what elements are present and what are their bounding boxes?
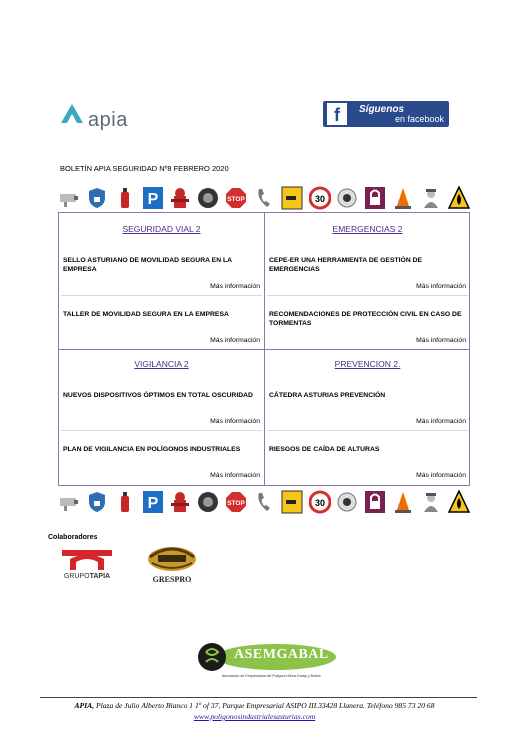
footer-address-text: Plaza de Julio Alberto Blanco 1 1º of 37, Parque Empresarial ASIPO III.33428 Llanera. Teléfono 985 73 20 68 bbox=[94, 701, 435, 710]
phone-handset-icon bbox=[253, 186, 275, 210]
item-separator bbox=[61, 295, 262, 296]
stop-sign-icon bbox=[225, 186, 247, 210]
more-info-link[interactable]: Más información bbox=[416, 418, 466, 425]
fire-hydrant-icon bbox=[169, 186, 191, 210]
section-vigilancia bbox=[59, 350, 264, 486]
more-info-link[interactable]: Más información bbox=[210, 337, 260, 344]
stop-sign-icon bbox=[225, 490, 247, 514]
fire-extinguisher-icon bbox=[114, 186, 136, 210]
news-grid bbox=[58, 212, 470, 486]
item-separator bbox=[61, 430, 262, 431]
fire-hydrant-icon bbox=[169, 490, 191, 514]
facebook-follow-button[interactable] bbox=[323, 101, 449, 127]
parking-sign-icon bbox=[142, 490, 164, 514]
news-item-title: CÁTEDRA ASTURIAS PREVENCIÓN bbox=[269, 392, 386, 399]
bulletin-title: BOLETÍN APIA SEGURIDAD Nº8 FEBRERO 2020 bbox=[60, 164, 229, 173]
more-info-link[interactable]: Más información bbox=[210, 472, 260, 479]
more-info-link[interactable]: Más información bbox=[416, 472, 466, 479]
security-camera-icon bbox=[336, 186, 358, 210]
parking-sign-icon bbox=[142, 186, 164, 210]
grespro-emblem-icon bbox=[144, 543, 200, 575]
news-item-title: RECOMENDACIONES DE PROTECCIÓN CIVIL EN CASO DE TORMENTAS bbox=[269, 311, 462, 327]
section-title-link[interactable]: SEGURIDAD VIAL 2 bbox=[122, 224, 201, 234]
facebook-line2: en facebook bbox=[395, 114, 445, 124]
svg-text:STOP: STOP bbox=[227, 500, 245, 507]
svg-text:STOP: STOP bbox=[227, 196, 245, 203]
grupo-tapia-logo[interactable] bbox=[58, 546, 116, 584]
camera-lens-icon bbox=[197, 490, 219, 514]
more-info-link[interactable]: Más información bbox=[210, 418, 260, 425]
camera-lens-icon bbox=[197, 186, 219, 210]
facebook-line1: Síguenos bbox=[359, 104, 405, 115]
svg-text:P: P bbox=[147, 495, 158, 512]
padlock-icon bbox=[364, 186, 386, 210]
cctv-zone-sign-icon bbox=[281, 186, 303, 210]
cctv-camera-icon bbox=[58, 186, 80, 210]
cctv-camera-icon bbox=[58, 490, 80, 514]
section-emergencias bbox=[265, 213, 470, 349]
footer-website-link[interactable]: www.poligonosindustrialesasturias.com bbox=[193, 712, 316, 721]
traffic-cone-icon bbox=[392, 186, 414, 210]
facebook-icon: f bbox=[327, 103, 347, 125]
asemgabal-subtitle: Asociación de Empresarios del Polígono Mora-Garay y Bobes bbox=[222, 674, 321, 678]
news-item-title: NUEVOS DISPOSITIVOS ÓPTIMOS EN TOTAL OSCURIDAD bbox=[63, 392, 253, 399]
phone-handset-icon bbox=[253, 490, 275, 514]
item-separator bbox=[267, 430, 468, 431]
news-item-title: PLAN DE VIGILANCIA EN POLÍGONOS INDUSTRIALES bbox=[63, 446, 241, 453]
news-item-title: CEPE-ER UNA HERRAMIENTA DE GESTIÓN DE EMERGENCIAS bbox=[269, 257, 423, 273]
tapia-name: TAPIA bbox=[89, 573, 111, 580]
more-info-link[interactable]: Más información bbox=[416, 283, 466, 290]
news-item-title: RIESGOS DE CAÍDA DE ALTURAS bbox=[269, 446, 380, 453]
grespro-wordmark: GRESPRO bbox=[152, 575, 192, 584]
svg-text:30: 30 bbox=[314, 194, 325, 204]
section-seguridad-vial bbox=[59, 213, 264, 349]
more-info-link[interactable]: Más información bbox=[416, 337, 466, 344]
footer-address bbox=[0, 701, 509, 710]
apia-wordmark: apia bbox=[88, 109, 128, 131]
section-title-link[interactable]: PREVENCION 2. bbox=[334, 359, 401, 369]
asemgabal-logo[interactable] bbox=[196, 640, 338, 682]
section-title-link[interactable]: EMERGENCIAS 2 bbox=[332, 224, 403, 234]
fire-warning-sign-icon bbox=[448, 186, 470, 210]
shield-lock-icon bbox=[86, 490, 108, 514]
security-camera-icon bbox=[336, 490, 358, 514]
section-title-link[interactable]: VIGILANCIA 2 bbox=[134, 359, 189, 369]
tapia-arch-icon bbox=[58, 546, 116, 572]
apia-triangle-icon bbox=[60, 103, 84, 125]
asemgabal-wordmark: ASEMGABAL bbox=[234, 647, 329, 662]
icon-strip-bottom bbox=[58, 488, 470, 516]
speed-limit-sign-icon bbox=[309, 186, 331, 210]
shield-lock-icon bbox=[86, 186, 108, 210]
fire-warning-sign-icon bbox=[448, 490, 470, 514]
svg-text:30: 30 bbox=[314, 498, 325, 508]
apia-logo bbox=[60, 103, 140, 133]
more-info-link[interactable]: Más información bbox=[210, 283, 260, 290]
speed-limit-sign-icon bbox=[309, 490, 331, 514]
svg-text:P: P bbox=[147, 191, 158, 208]
security-guard-icon bbox=[420, 490, 442, 514]
footer-org: APIA, bbox=[74, 701, 95, 710]
item-separator bbox=[267, 295, 468, 296]
footer-divider bbox=[40, 697, 477, 698]
section-prevencion bbox=[265, 350, 470, 486]
news-item-title: SELLO ASTURIANO DE MOVILIDAD SEGURA EN LA EMPRESA bbox=[63, 257, 232, 273]
traffic-cone-icon bbox=[392, 490, 414, 514]
collaborators-label: Colaboradores bbox=[48, 534, 98, 541]
fire-extinguisher-icon bbox=[114, 490, 136, 514]
grespro-logo[interactable] bbox=[144, 543, 200, 587]
security-guard-icon bbox=[420, 186, 442, 210]
icon-strip-top bbox=[58, 184, 470, 212]
news-item-title: TALLER DE MOVILIDAD SEGURA EN LA EMPRESA bbox=[63, 311, 229, 318]
padlock-icon bbox=[364, 490, 386, 514]
tapia-prefix: GRUPO bbox=[63, 573, 90, 580]
cctv-zone-sign-icon bbox=[281, 490, 303, 514]
